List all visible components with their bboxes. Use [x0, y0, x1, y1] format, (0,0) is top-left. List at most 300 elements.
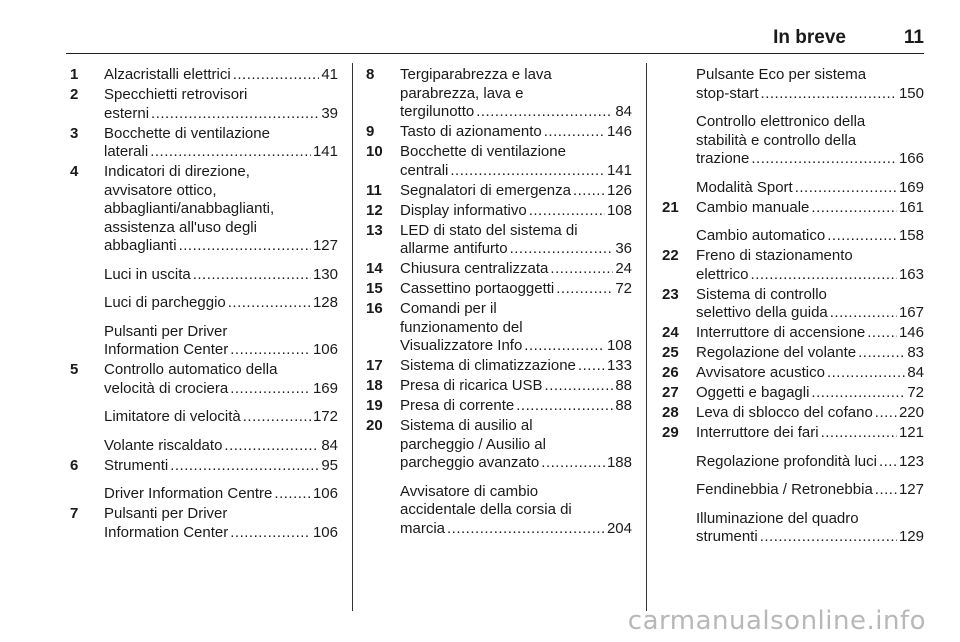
index-entry [366, 357, 632, 376]
entry-number: 16 [366, 300, 383, 317]
dot-leader [578, 357, 605, 376]
entry-body [696, 66, 924, 103]
entry-line [696, 481, 924, 500]
column-divider [646, 63, 647, 611]
entry-line [400, 501, 632, 520]
entry-number: 10 [366, 143, 383, 160]
entry-page-link[interactable]: 172 [312, 408, 338, 425]
entry-line [104, 266, 338, 285]
index-entry [366, 123, 632, 142]
entry-text: Driver Information Centre [104, 485, 273, 502]
index-entry [70, 361, 338, 398]
entry-number: 9 [366, 123, 375, 140]
dot-leader [510, 240, 614, 259]
dot-leader [821, 424, 897, 443]
entry-line [104, 294, 338, 313]
entry-text: parcheggio avanzato [400, 454, 540, 471]
entry-text: Regolazione del volante [696, 344, 857, 361]
entry-body [696, 404, 924, 423]
entry-body [104, 86, 338, 123]
entry-text: Specchietti retrovisori [104, 86, 248, 103]
index-entry [662, 179, 924, 198]
entry-text: Segnalatori di emergenza [400, 181, 571, 199]
entry-body [104, 505, 338, 542]
entry-page-link[interactable]: 128 [312, 294, 338, 311]
page-number: 11 [903, 27, 924, 48]
entry-text: tergilunotto [400, 103, 475, 120]
entry-text: Oggetti e bagagli [696, 384, 810, 401]
index-entry [662, 344, 924, 363]
header-rule [66, 53, 924, 54]
entry-page-link[interactable]: 39 [321, 104, 338, 122]
entry-page-link[interactable]: 204 [606, 519, 632, 537]
entry-text: Regolazione profondità luci [696, 452, 877, 470]
index-entry [662, 364, 924, 383]
entry-page-link[interactable]: 150 [898, 84, 924, 102]
entry-text: Presa di ricarica USB [400, 377, 543, 394]
entry-page-link[interactable]: 146 [606, 123, 632, 140]
entry-page-link[interactable]: 84 [907, 364, 924, 381]
entry-text: Pulsanti per Driver [104, 505, 228, 522]
entry-number: 29 [662, 424, 679, 441]
entry-page-link[interactable]: 166 [898, 150, 924, 167]
entry-body [696, 344, 924, 363]
dot-leader [450, 162, 605, 181]
entry-line [696, 227, 924, 246]
entry-page-link[interactable]: 141 [312, 143, 338, 160]
index-entry [366, 280, 632, 299]
index-entry [366, 483, 632, 539]
entry-page-link[interactable]: 36 [615, 240, 632, 257]
dot-leader [858, 344, 905, 363]
dot-leader [544, 123, 605, 142]
entry-text: Chiusura centralizzata [400, 260, 549, 277]
entry-text: Avvisatore di cambio [400, 482, 539, 500]
entry-line [104, 380, 338, 399]
entry-body [400, 260, 632, 279]
index-entry [366, 260, 632, 279]
entry-body [104, 163, 338, 256]
index-entry [662, 286, 924, 323]
entry-number: 2 [70, 86, 79, 103]
entry-line [400, 182, 632, 201]
entry-body [696, 199, 924, 218]
entry-page-link[interactable]: 161 [898, 198, 924, 216]
index-entry [70, 125, 338, 162]
index-entry [70, 66, 338, 85]
entry-number: 26 [662, 364, 679, 381]
dot-leader [556, 280, 613, 299]
page-header [0, 0, 960, 56]
entry-page-link[interactable]: 163 [898, 265, 924, 283]
entry-text: Presa di corrente [400, 397, 515, 414]
index-entry [366, 66, 632, 122]
entry-line [104, 105, 338, 124]
index-entry [662, 453, 924, 472]
entry-body [400, 280, 632, 299]
entry-page-link[interactable]: 41 [321, 66, 338, 83]
entry-body [696, 179, 924, 198]
entry-text: Tergiparabrezza e lava [400, 66, 552, 83]
entry-text: abbaglianti/anabbaglianti, [104, 200, 275, 217]
index-entry [366, 202, 632, 221]
index-entry [662, 404, 924, 423]
dot-leader [529, 202, 605, 221]
entry-text: marcia [400, 519, 446, 537]
dot-leader [243, 408, 311, 427]
entry-page-link[interactable]: 106 [312, 485, 338, 502]
dot-leader [550, 260, 613, 279]
entry-body [696, 453, 924, 472]
index-entry [366, 417, 632, 473]
dot-leader [228, 294, 311, 313]
dot-leader [761, 85, 897, 104]
entry-body [696, 481, 924, 500]
entry-number: 14 [366, 260, 383, 277]
index-column-3 [662, 66, 924, 548]
entry-page-link[interactable]: 84 [321, 436, 338, 454]
entry-number: 5 [70, 361, 79, 378]
entry-line [400, 143, 632, 162]
entry-line [400, 483, 632, 502]
dot-leader [524, 337, 605, 356]
entry-line [400, 436, 632, 455]
dot-leader [150, 143, 311, 162]
entry-line [104, 125, 338, 144]
entry-number: 15 [366, 280, 383, 297]
entry-line [400, 240, 632, 259]
entry-text: Controllo automatico della [104, 361, 278, 378]
index-entry [366, 300, 632, 356]
entry-text: allarme antifurto [400, 240, 508, 257]
entry-body [696, 113, 924, 169]
entry-text: Illuminazione del quadro [696, 509, 859, 527]
entry-text: strumenti [696, 528, 758, 545]
entry-text: Limitatore di velocità [104, 408, 241, 425]
index-entry [662, 510, 924, 547]
entry-text: trazione [696, 150, 750, 167]
entry-body [696, 227, 924, 246]
entry-body [104, 457, 338, 476]
entry-page-link[interactable]: 169 [898, 178, 924, 196]
entry-text: Cassettino portaoggetti [400, 280, 555, 297]
entry-page-link[interactable]: 106 [312, 341, 338, 358]
watermark: carmanualsonline.info [627, 606, 926, 636]
index-entry [70, 163, 338, 256]
dot-leader [875, 404, 897, 423]
entry-text: Information Center [104, 523, 229, 541]
entry-body [104, 266, 338, 285]
entry-body [400, 202, 632, 221]
dot-leader [230, 524, 311, 543]
dot-leader [447, 520, 605, 539]
entry-text: Controllo elettronico della [696, 113, 866, 130]
entry-line [104, 237, 338, 256]
entry-number: 28 [662, 404, 679, 421]
index-entry [70, 505, 338, 542]
entry-text: Bocchette di ventilazione [104, 124, 270, 142]
entry-line [696, 150, 924, 169]
entry-text: Avvisatore acustico [696, 364, 825, 381]
entry-line [400, 357, 632, 376]
index-entry [662, 227, 924, 246]
entry-page-link[interactable]: 188 [606, 454, 632, 471]
dot-leader [151, 105, 319, 124]
entry-line [104, 505, 338, 524]
entry-page-link[interactable]: 24 [615, 260, 632, 277]
entry-text: Cambio manuale [696, 198, 810, 216]
entry-page-link[interactable]: 108 [606, 201, 632, 219]
entry-number: 18 [366, 377, 383, 394]
entry-line [696, 344, 924, 363]
entry-number: 3 [70, 124, 79, 142]
dot-leader [751, 266, 897, 285]
index-entry [70, 457, 338, 476]
entry-line [696, 453, 924, 472]
dot-leader [760, 528, 897, 547]
entry-number: 20 [366, 417, 383, 434]
entry-line [696, 364, 924, 383]
entry-number: 1 [70, 66, 79, 83]
entry-number: 12 [366, 201, 383, 219]
entry-page-link[interactable]: 141 [606, 161, 632, 179]
entry-number: 24 [662, 324, 679, 341]
entry-page-link[interactable]: 169 [312, 379, 338, 397]
entry-line [400, 66, 632, 85]
entry-line [400, 319, 632, 338]
entry-text: stop-start [696, 84, 759, 102]
entry-line [696, 199, 924, 218]
dot-leader [230, 380, 311, 399]
entry-number: 17 [366, 357, 383, 374]
entry-line [400, 123, 632, 142]
entry-body [400, 357, 632, 376]
entry-text: Visualizzatore Info [400, 337, 523, 354]
entry-line [696, 179, 924, 198]
index-entry [662, 384, 924, 403]
entry-text: Luci in uscita [104, 265, 191, 283]
entry-page-link[interactable]: 108 [606, 337, 632, 354]
entry-body [104, 294, 338, 313]
entry-page-link[interactable]: 146 [898, 324, 924, 341]
entry-body [104, 66, 338, 85]
entry-text: Sistema di controllo [696, 285, 827, 303]
entry-number: 21 [662, 198, 679, 216]
entry-line [104, 163, 338, 182]
entry-line [104, 200, 338, 219]
entry-page-link[interactable]: 88 [615, 377, 632, 394]
entry-text: Strumenti [104, 456, 169, 474]
index-column-2 [366, 66, 632, 540]
entry-text: Cambio automatico [696, 227, 826, 244]
entry-number: 25 [662, 344, 679, 361]
entry-page-link[interactable]: 127 [312, 237, 338, 254]
entry-body [400, 143, 632, 180]
entry-page-link[interactable]: 130 [312, 265, 338, 283]
entry-text: selettivo della guida [696, 304, 828, 321]
entry-body [400, 300, 632, 356]
entry-line [696, 384, 924, 403]
index-entry [662, 199, 924, 218]
entry-body [400, 417, 632, 473]
entry-body [104, 125, 338, 162]
entry-text: Luci di parcheggio [104, 294, 226, 311]
entry-number: 8 [366, 66, 375, 83]
entry-line [400, 300, 632, 319]
dot-leader [541, 454, 605, 473]
dot-leader [795, 179, 897, 198]
entry-page-link[interactable]: 158 [898, 227, 924, 244]
dot-leader [830, 304, 897, 323]
entry-line [400, 222, 632, 241]
entry-body [696, 247, 924, 284]
entry-line [696, 528, 924, 547]
entry-text: elettrico [696, 265, 749, 283]
entry-page-link[interactable]: 72 [907, 384, 924, 401]
entry-page-link[interactable]: 123 [898, 452, 924, 470]
entry-line [696, 113, 924, 132]
entry-line [400, 454, 632, 473]
entry-page-link[interactable]: 95 [321, 456, 338, 474]
entry-line [696, 132, 924, 151]
entry-body [400, 483, 632, 539]
entry-page-link[interactable]: 129 [898, 528, 924, 545]
entry-body [104, 485, 338, 504]
entry-line [104, 361, 338, 380]
index-column-1 [70, 66, 338, 544]
dot-leader [811, 384, 905, 403]
entry-text: Comandi per il [400, 300, 497, 317]
dot-leader [573, 182, 605, 201]
entry-line [104, 485, 338, 504]
entry-body [400, 397, 632, 416]
index-entry [70, 266, 338, 285]
entry-number: 6 [70, 456, 79, 474]
entry-page-link[interactable]: 83 [907, 344, 924, 361]
entry-line [400, 417, 632, 436]
entry-line [104, 143, 338, 162]
entry-line [400, 337, 632, 356]
entry-page-link[interactable]: 121 [898, 424, 924, 441]
entry-line [400, 377, 632, 396]
dot-leader [170, 457, 319, 476]
entry-text: avvisatore ottico, [104, 181, 217, 199]
entry-body [400, 66, 632, 122]
dot-leader [516, 397, 613, 416]
index-entry [366, 222, 632, 259]
entry-line [400, 397, 632, 416]
entry-line [104, 66, 338, 85]
entry-text: Information Center [104, 341, 229, 358]
entry-text: funzionamento del [400, 318, 523, 336]
entry-text: stabilità e controllo della [696, 131, 857, 149]
dot-leader [827, 364, 905, 383]
dot-leader [233, 66, 320, 85]
dot-leader [230, 341, 311, 360]
entry-page-link[interactable]: 88 [615, 397, 632, 414]
entry-body [400, 377, 632, 396]
entry-page-link[interactable]: 133 [606, 357, 632, 374]
entry-line [104, 86, 338, 105]
entry-line [104, 457, 338, 476]
entry-line [104, 408, 338, 427]
entry-number: 11 [366, 181, 382, 199]
entry-text: Bocchette di ventilazione [400, 143, 566, 160]
entry-body [696, 364, 924, 383]
entry-body [696, 286, 924, 323]
entry-text: accidentale della corsia di [400, 501, 572, 518]
entry-text: Display informativo [400, 201, 527, 219]
entry-text: Sistema di climatizzazione [400, 357, 576, 374]
entry-page-link[interactable]: 106 [312, 523, 338, 541]
entry-page-link[interactable]: 127 [898, 481, 924, 498]
entry-text: Modalità Sport [696, 178, 793, 196]
dot-leader [867, 324, 897, 343]
index-entry [70, 86, 338, 123]
entry-line [400, 520, 632, 539]
entry-page-link[interactable]: 220 [898, 404, 924, 421]
entry-body [104, 323, 338, 360]
index-entry [70, 485, 338, 504]
entry-line [696, 286, 924, 305]
entry-page-link[interactable]: 84 [615, 103, 632, 120]
entry-text: Leva di sblocco del cofano [696, 404, 873, 421]
dot-leader [751, 150, 897, 169]
entry-number: 4 [70, 163, 79, 180]
entry-text: abbaglianti [104, 237, 177, 254]
entry-body [104, 361, 338, 398]
index-entry [366, 377, 632, 396]
index-entry [662, 481, 924, 500]
entry-number: 27 [662, 384, 679, 401]
dot-leader [545, 377, 614, 396]
entry-number: 13 [366, 221, 383, 239]
index-entry [70, 294, 338, 313]
entry-line [696, 424, 924, 443]
entry-line [696, 304, 924, 323]
entry-body [400, 222, 632, 259]
entry-line [696, 510, 924, 529]
index-entry [70, 323, 338, 360]
entry-line [696, 85, 924, 104]
entry-body [104, 408, 338, 427]
entry-page-link[interactable]: 126 [606, 181, 632, 199]
entry-page-link[interactable]: 72 [615, 280, 632, 297]
entry-text: laterali [104, 143, 149, 160]
entry-line [400, 280, 632, 299]
entry-text: Volante riscaldato [104, 436, 223, 454]
entry-page-link[interactable]: 167 [898, 304, 924, 321]
index-entry [366, 143, 632, 180]
index-entry [662, 247, 924, 284]
entry-number: 23 [662, 285, 679, 303]
entry-number: 7 [70, 505, 79, 522]
entry-body [104, 437, 338, 456]
entry-line [104, 323, 338, 342]
index-entry [366, 397, 632, 416]
entry-body [696, 324, 924, 343]
dot-leader [875, 481, 897, 500]
entry-line [400, 85, 632, 104]
entry-text: Indicatori di direzione, [104, 163, 250, 180]
entry-body [696, 510, 924, 547]
entry-text: parcheggio / Ausilio al [400, 435, 546, 453]
index-entry [70, 437, 338, 456]
entry-body [400, 182, 632, 201]
entry-line [104, 182, 338, 201]
column-divider [352, 63, 353, 611]
dot-leader [827, 227, 897, 246]
